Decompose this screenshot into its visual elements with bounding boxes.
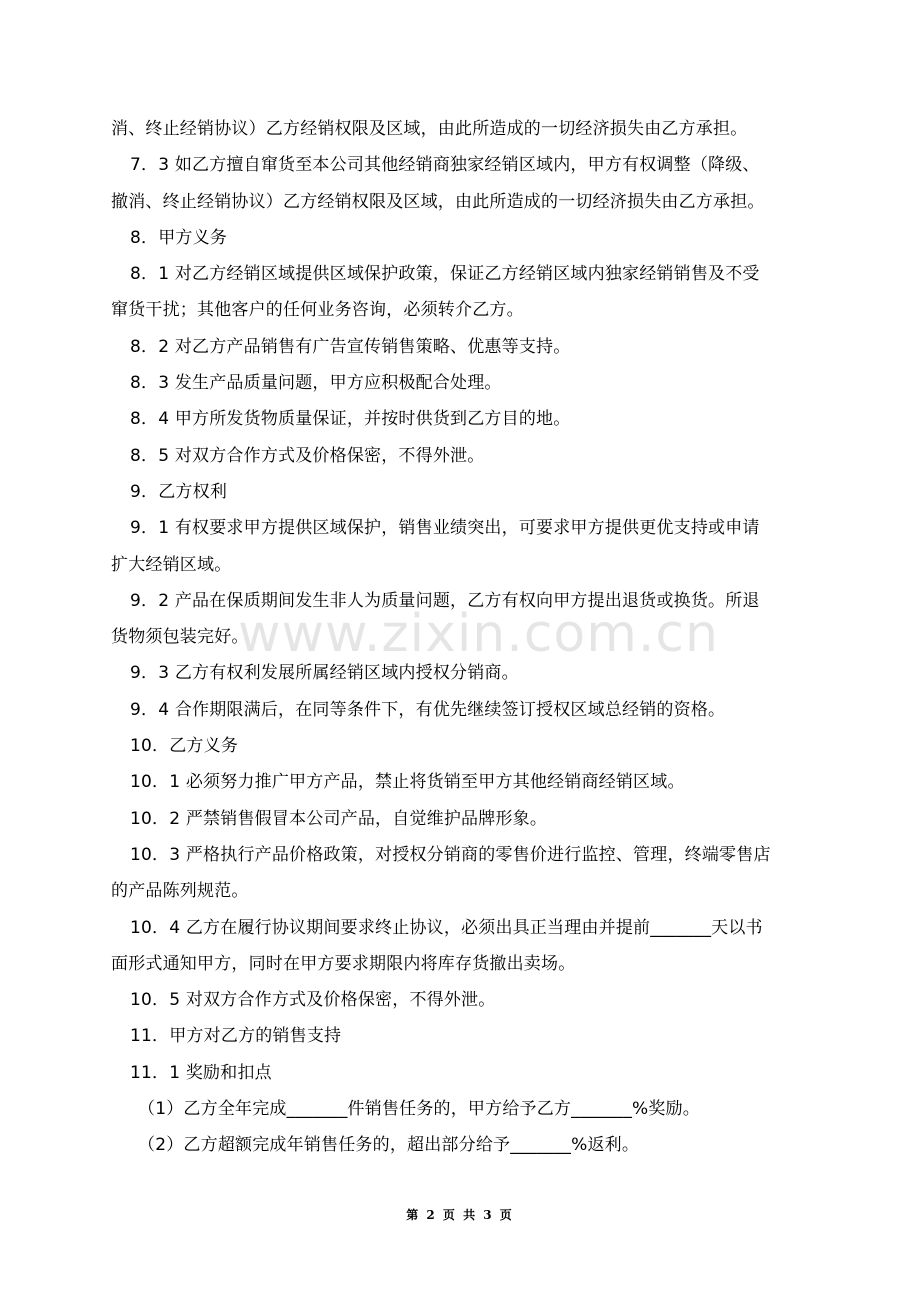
text-line: 10．2 严禁销售假冒本公司产品，自觉维护品牌形象。 xyxy=(130,808,548,829)
text-line: （2）乙方超额完成年销售任务的，超出部分给予_______%返利。 xyxy=(138,1135,640,1156)
text-line: 8．1 对乙方经销区域提供区域保护政策，保证乙方经销区域内独家经销销售及不受 xyxy=(130,264,760,285)
text-line: 8．4 甲方所发货物质量保证，并按时供货到乙方目的地。 xyxy=(130,409,571,430)
text-line: 撤消、终止经销协议）乙方经销权限及区域，由此所造成的一切经济损失由乙方承担。 xyxy=(111,191,765,212)
text-line: 扩大经销区域。 xyxy=(111,554,232,575)
text-line: 8．2 对乙方产品销售有广告宣传销售策略、优惠等支持。 xyxy=(130,336,571,357)
text-line: （1）乙方全年完成_______件销售任务的，甲方给予乙方_______%奖励。 xyxy=(138,1099,700,1120)
text-line: 9．3 乙方有权利发展所属经销区域内授权分销商。 xyxy=(130,663,519,684)
text-line: 10．5 对双方合作方式及价格保密，不得外泄。 xyxy=(130,990,496,1011)
text-line: 11．甲方对乙方的销售支持 xyxy=(130,1026,342,1047)
watermark: www.zixin.com.cn xyxy=(238,604,719,664)
text-line: 8．甲方义务 xyxy=(130,227,228,248)
text-line: 9．2 产品在保质期间发生非人为质量问题，乙方有权向甲方提出退货或换货。所退 xyxy=(130,590,760,611)
text-line: 货物须包装完好。 xyxy=(111,627,249,648)
text-line: 8．5 对双方合作方式及价格保密，不得外泄。 xyxy=(130,445,485,466)
text-line: 10．4 乙方在履行协议期间要求终止协议，必须出具正当理由并提前_______天以书 xyxy=(130,917,763,938)
text-line: 7．3 如乙方擅自窜货至本公司其他经销商独家经销区域内，甲方有权调整（降级、 xyxy=(130,155,760,176)
text-line: 9．4 合作期限满后，在同等条件下，有优先继续签订授权区域总经销的资格。 xyxy=(130,699,726,720)
text-line: 面形式通知甲方，同时在甲方要求期限内将库存货撤出卖场。 xyxy=(111,953,576,974)
text-line: 消、终止经销协议）乙方经销权限及区域，由此所造成的一切经济损失由乙方承担。 xyxy=(111,119,748,139)
text-line: 9．1 有权要求甲方提供区域保护，销售业绩突出，可要求甲方提供更优支持或申请 xyxy=(130,518,760,539)
text-line: 8．3 发生产品质量问题，甲方应积极配合处理。 xyxy=(130,373,502,394)
text-line: 的产品陈列规范。 xyxy=(111,881,249,902)
text-line: 11．1 奖励和扣点 xyxy=(130,1062,272,1083)
text-line: 10．1 必须努力推广甲方产品，禁止将货销至甲方其他经销商经销区域。 xyxy=(130,772,685,793)
text-line: 窜货干扰；其他客户的任何业务咨询，必须转介乙方。 xyxy=(111,300,524,321)
text-line: 10．3 严格执行产品价格政策，对授权分销商的零售价进行监控、管理，终端零售店 xyxy=(130,844,771,865)
text-line: 10．乙方义务 xyxy=(130,736,239,757)
text-line: 9．乙方权利 xyxy=(130,481,228,502)
page-footer: 第 2 页 共 3 页 xyxy=(406,1208,514,1222)
